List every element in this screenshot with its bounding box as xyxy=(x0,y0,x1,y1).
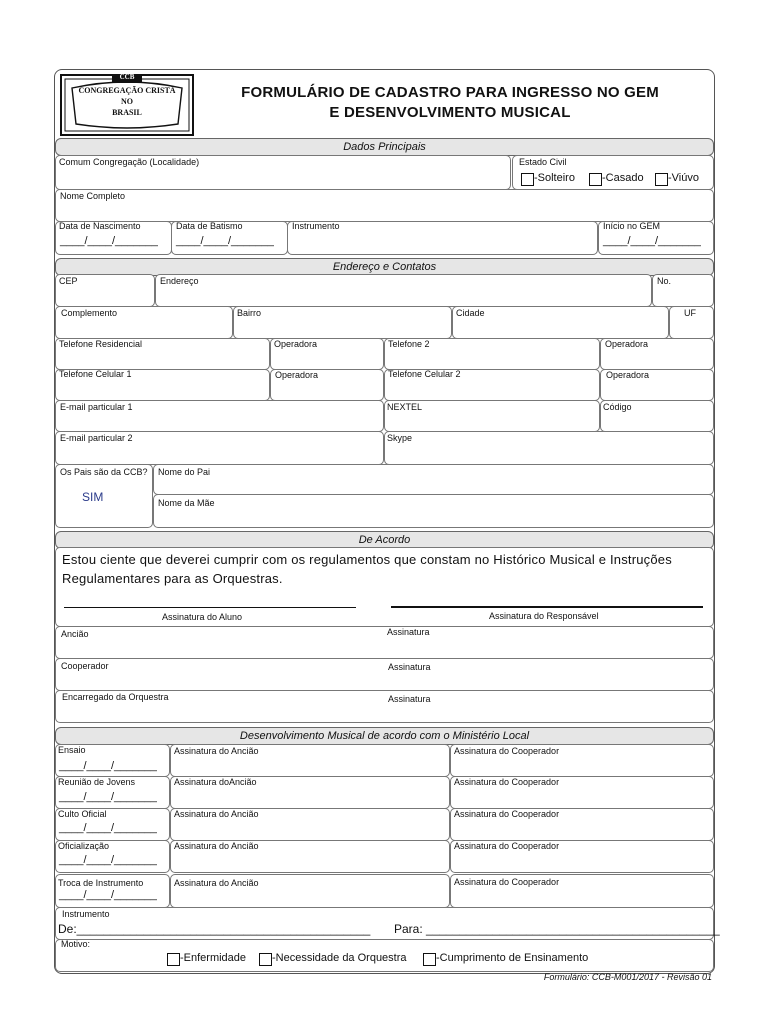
endereco-field[interactable] xyxy=(155,274,652,307)
instrumento-label: Instrumento xyxy=(292,221,340,231)
reuniao-label: Reunião de Jovens xyxy=(58,777,136,787)
form-title-line2: E DESENVOLVIMENTO MUSICAL xyxy=(329,104,571,121)
batismo-label: Data de Batismo xyxy=(176,221,243,231)
cumprimento-label: -Cumprimento de Ensinamento xyxy=(436,952,589,964)
inicio-gem-label: Início no GEM xyxy=(603,221,661,231)
oficializacao-date-blank: ____/____/_______ xyxy=(59,854,157,866)
enfermidade-checkbox[interactable] xyxy=(167,953,180,966)
operadora-1-label: Operadora xyxy=(274,339,318,349)
culto-date-blank: ____/____/_______ xyxy=(59,822,157,834)
section-de-acordo: De Acordo xyxy=(55,531,714,549)
reuniao-date-blank: ____/____/_______ xyxy=(59,791,157,803)
cel2-label: Telefone Celular 2 xyxy=(388,369,461,379)
casado-checkbox[interactable] xyxy=(589,173,602,186)
tel-res-label: Telefone Residencial xyxy=(59,339,143,349)
anciao-assinatura-label: Assinatura xyxy=(387,627,430,637)
oficializacao-label: Oficialização xyxy=(58,841,110,851)
encarregado-label: Encarregado da Orquestra xyxy=(62,692,169,702)
cidade-label: Cidade xyxy=(456,308,485,318)
instrumento-troca-label: Instrumento xyxy=(62,909,110,919)
nascimento-date-blank: ____/____/_______ xyxy=(60,235,158,247)
logo-badge: CCB xyxy=(119,73,135,81)
operadora-3-label: Operadora xyxy=(275,370,319,380)
instrumento-para-field[interactable]: Para: ____________________________________________ xyxy=(394,922,720,936)
troca-date-blank: ____/____/_______ xyxy=(59,889,157,901)
operadora-2-label: Operadora xyxy=(605,339,649,349)
acordo-text: Estou ciente que deverei cumprir com os regulamentos que constam no Histórico Musical e Instruções Regulamentares para as Orquestras. xyxy=(62,552,672,586)
pais-ccb-label: Os Pais são da CCB? xyxy=(60,467,148,477)
cep-label: CEP xyxy=(59,276,78,286)
motivo-label: Motivo: xyxy=(61,939,91,949)
nome-mae-label: Nome da Mãe xyxy=(158,498,215,508)
email1-label: E-mail particular 1 xyxy=(60,402,133,412)
assinatura-responsavel-label: Assinatura do Responsável xyxy=(489,611,599,621)
anciao-label: Ancião xyxy=(61,629,89,639)
cooperador-assinatura-label: Assinatura xyxy=(388,662,431,672)
endereco-label: Endereço xyxy=(160,276,199,286)
oficializacao-anciao-label: Assinatura do Ancião xyxy=(174,841,259,851)
skype-label: Skype xyxy=(387,433,413,443)
logo-text-3: BRASIL xyxy=(112,108,142,117)
estado-civil-label: Estado Civil xyxy=(519,157,567,167)
nome-completo-label: Nome Completo xyxy=(60,191,126,201)
batismo-date-blank: ____/____/_______ xyxy=(176,235,274,247)
reuniao-anciao-label: Assinatura doAncião xyxy=(174,777,257,787)
pais-ccb-value: SIM xyxy=(82,490,104,504)
section-dados-principais: Dados Principais xyxy=(55,138,714,156)
cooperador-label: Cooperador xyxy=(61,661,109,671)
instrumento-de-field[interactable]: De:____________________________________________ xyxy=(58,922,371,936)
troca-label: Troca de Instrumento xyxy=(58,878,144,888)
nome-pai-field[interactable] xyxy=(153,464,714,495)
cidade-field[interactable] xyxy=(452,306,669,339)
enfermidade-label: -Enfermidade xyxy=(180,952,247,964)
complemento-label: Complemento xyxy=(61,308,118,318)
troca-coop-label: Assinatura do Cooperador xyxy=(454,877,560,887)
oficializacao-coop-label: Assinatura do Cooperador xyxy=(454,841,560,851)
comum-label: Comum Congregação (Localidade) xyxy=(59,157,200,167)
logo-text-2: NO xyxy=(121,97,133,106)
ensaio-date-blank: ____/____/_______ xyxy=(59,760,157,772)
solteiro-label: -Solteiro xyxy=(534,172,575,184)
logo-text-1: CONGREGAÇÃO CRISTÃ xyxy=(78,86,176,95)
nome-pai-label: Nome do Pai xyxy=(158,467,211,477)
form-footer: Formulário: CCB-M001/2017 - Revisão 01 xyxy=(543,972,712,982)
email2-label: E-mail particular 2 xyxy=(60,433,133,443)
tel2-label: Telefone 2 xyxy=(388,339,430,349)
necessidade-checkbox[interactable] xyxy=(259,953,272,966)
skype-field[interactable] xyxy=(384,431,714,465)
operadora-4-label: Operadora xyxy=(606,370,650,380)
section-desenvolvimento: Desenvolvimento Musical de acordo com o Ministério Local xyxy=(55,727,714,745)
reuniao-coop-label: Assinatura do Cooperador xyxy=(454,777,560,787)
uf-label: UF xyxy=(684,308,696,318)
cooperador-field[interactable] xyxy=(55,658,714,691)
assinatura-responsavel-line[interactable] xyxy=(391,606,703,608)
viuvo-label: -Viúvo xyxy=(668,172,699,184)
nascimento-label: Data de Nascimento xyxy=(59,221,141,231)
viuvo-checkbox[interactable] xyxy=(655,173,668,186)
codigo-label: Código xyxy=(603,402,632,412)
culto-label: Culto Oficial xyxy=(58,809,107,819)
bairro-field[interactable] xyxy=(233,306,452,339)
culto-coop-label: Assinatura do Cooperador xyxy=(454,809,560,819)
ensaio-coop-label: Assinatura do Cooperador xyxy=(454,746,560,756)
inicio-gem-date-blank: ____/____/_______ xyxy=(603,235,701,247)
ensaio-anciao-label: Assinatura do Ancião xyxy=(174,746,259,756)
solteiro-checkbox[interactable] xyxy=(521,173,534,186)
cumprimento-checkbox[interactable] xyxy=(423,953,436,966)
troca-anciao-label: Assinatura do Ancião xyxy=(174,878,259,888)
culto-anciao-label: Assinatura do Ancião xyxy=(174,809,259,819)
encarregado-assinatura-label: Assinatura xyxy=(388,694,431,704)
nextel-label: NEXTEL xyxy=(387,402,423,412)
assinatura-aluno-label: Assinatura do Aluno xyxy=(162,612,243,622)
cel1-label: Telefone Celular 1 xyxy=(59,369,132,379)
nome-completo-field[interactable] xyxy=(55,189,714,222)
necessidade-label: -Necessidade da Orquestra xyxy=(272,952,407,964)
numero-label: No. xyxy=(657,276,672,286)
casado-label: -Casado xyxy=(602,172,644,184)
nome-mae-field[interactable] xyxy=(153,494,714,528)
form-title-line1: FORMULÁRIO DE CADASTRO PARA INGRESSO NO GEM xyxy=(241,84,659,101)
anciao-field[interactable] xyxy=(55,626,714,659)
bairro-label: Bairro xyxy=(237,308,262,318)
ensaio-label: Ensaio xyxy=(58,745,86,755)
assinatura-aluno-line[interactable] xyxy=(64,607,356,608)
section-endereco: Endereço e Contatos xyxy=(55,258,714,276)
